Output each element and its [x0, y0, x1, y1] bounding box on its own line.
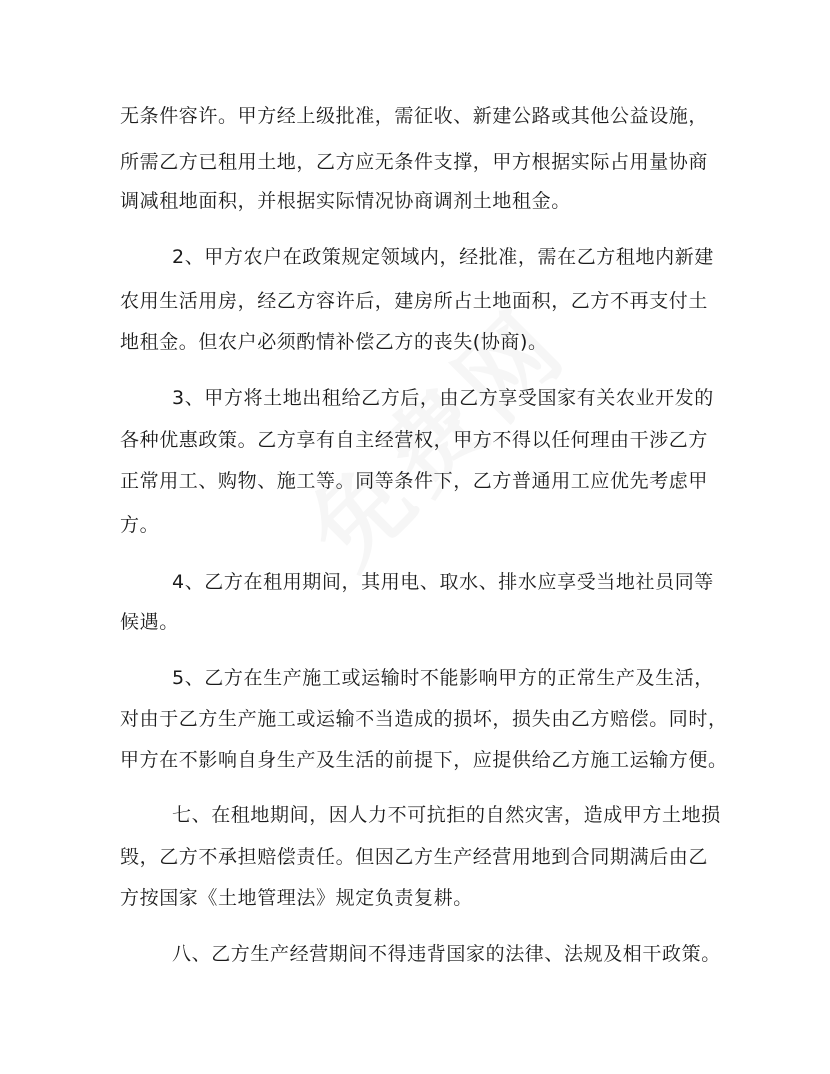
paragraph-1-line-1: 农用生活用房，经乙方容许后，建房所占土地面积，乙方不再支付土: [120, 290, 709, 312]
paragraph-5-line-0: 七、在租地期间，因人力不可抗拒的自然灾害，造成甲方土地损: [172, 804, 721, 826]
paragraph-3-line-1: 候遇。: [120, 611, 179, 633]
paragraph-3-line-0: 4、乙方在租用期间，其用电、取水、排水应享受当地社员同等: [172, 571, 714, 593]
paragraph-0-line-1: 所需乙方已租用土地，乙方应无条件支撑，甲方根据实际占用量协商: [120, 151, 709, 173]
paragraph-4-line-1: 对由于乙方生产施工或运输不当造成的损坏，损失由乙方赔偿。同时，: [120, 708, 728, 730]
paragraph-6-line-0: 八、乙方生产经营期间不得违背国家的法律、法规及相干政策。: [172, 943, 721, 965]
paragraph-1-line-2: 地租金。但农户必须酌情补偿乙方的丧失(协商)。: [120, 331, 548, 353]
paragraph-2-line-0: 3、甲方将土地出租给乙方后，由乙方享受国家有关农业开发的: [172, 387, 714, 409]
paragraph-0-line-0: 无条件容许。甲方经上级批准，需征收、新建公路或其他公益设施，: [120, 105, 709, 127]
paragraph-5-line-1: 毁，乙方不承担赔偿责任。但因乙方生产经营用地到合同期满后由乙: [120, 846, 709, 868]
paragraph-5-line-2: 方按国家《土地管理法》规定负责复耕。: [120, 887, 473, 909]
paragraph-4-line-2: 甲方在不影响自身生产及生活的前提下，应提供给乙方施工运输方便。: [120, 749, 728, 771]
paragraph-2-line-1: 各种优惠政策。乙方享有自主经营权，甲方不得以任何理由干涉乙方: [120, 429, 709, 451]
paragraph-2-line-2: 正常用工、购物、施工等。同等条件下，乙方普通用工应优先考虑甲: [120, 470, 709, 492]
paragraph-2-line-3: 方。: [120, 514, 160, 536]
paragraph-4-line-0: 5、乙方在生产施工或运输时不能影响甲方的正常生产及生活，: [172, 667, 714, 689]
paragraph-1-line-0: 2、甲方农户在政策规定领域内，经批准，需在乙方租地内新建: [172, 246, 714, 268]
paragraph-0-line-2: 调减租地面积，并根据实际情况协商调剂土地租金。: [120, 190, 571, 212]
